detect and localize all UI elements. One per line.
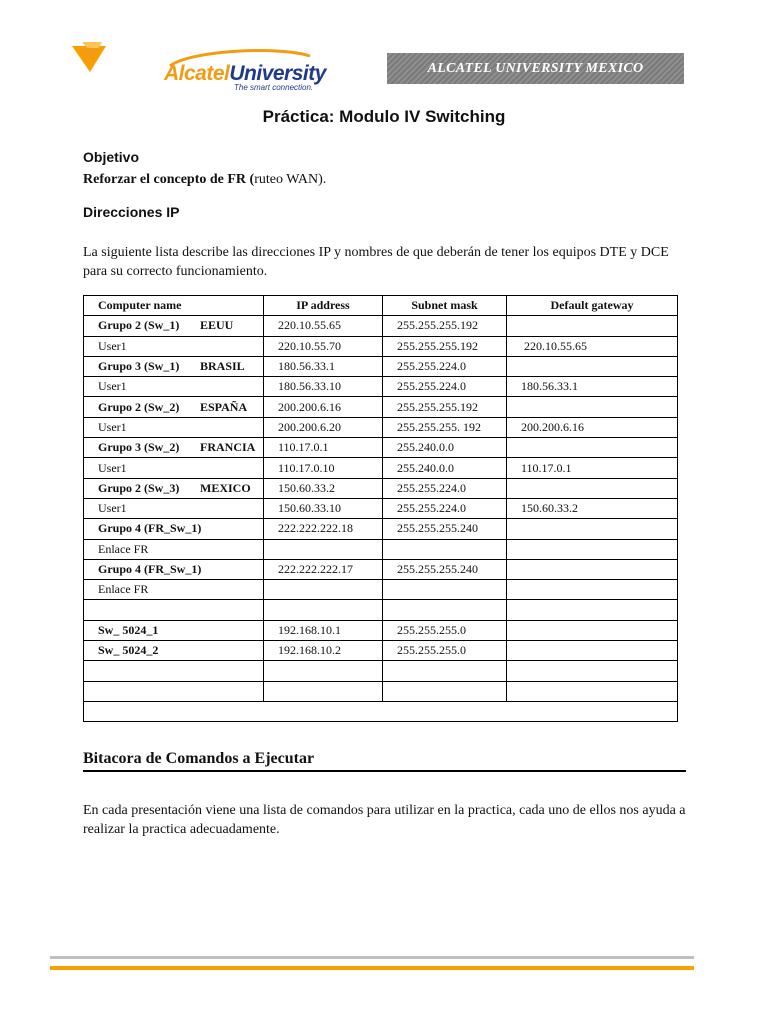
table-row	[84, 519, 678, 539]
cell-ip-address: 220.10.55.70	[264, 336, 383, 356]
cell-ip-address: 180.56.33.1	[264, 356, 383, 376]
table-row	[84, 316, 678, 336]
table-row	[84, 397, 678, 417]
cell-computer-name	[84, 641, 264, 661]
table-row	[84, 641, 678, 661]
cell-subnet-mask	[383, 580, 507, 600]
country-name: EEUU	[200, 318, 234, 333]
group-name: Grupo 2 (Sw_3)	[98, 480, 180, 495]
cell-subnet-mask: 255.255.255.192	[383, 397, 507, 417]
alcatel-university-logo	[160, 48, 340, 96]
cell-default-gateway: 110.17.0.1	[507, 458, 678, 478]
header-computer-name: Computer name	[84, 296, 264, 316]
cell-ip-address: 110.17.0.1	[264, 438, 383, 458]
table-row	[84, 580, 678, 600]
cell-default-gateway	[507, 438, 678, 458]
cell-ip-address: 110.17.0.10	[264, 458, 383, 478]
cell-default-gateway: 180.56.33.1	[507, 377, 678, 397]
country-name: ESPAÑA	[200, 399, 248, 414]
cell-default-gateway	[507, 519, 678, 539]
table-row	[84, 417, 678, 437]
cell-subnet-mask: 255.255.224.0	[383, 377, 507, 397]
logo-tagline: The smart connection.	[234, 83, 314, 92]
header-banner	[387, 53, 684, 84]
cell-subnet-mask: 255.240.0.0	[383, 438, 507, 458]
page-title: Práctica: Modulo IV Switching	[262, 107, 506, 126]
group-name: Grupo 2 (Sw_2)	[98, 399, 180, 414]
cell-computer-name	[84, 478, 264, 498]
direcciones-intro: La siguiente lista describe las direcciones IP y nombres de que deberán de tener los equipos DTE y DCE para su correcto funcionamiento.	[83, 245, 669, 279]
cell-ip-address: 192.168.10.2	[264, 641, 383, 661]
cell-subnet-mask: 255.255.224.0	[383, 478, 507, 498]
cell-ip-address: 192.168.10.1	[264, 620, 383, 640]
cell-default-gateway: 200.200.6.16	[507, 417, 678, 437]
cell-ip-address	[264, 580, 383, 600]
table-row	[84, 498, 678, 518]
cell-ip-address: 220.10.55.65	[264, 316, 383, 336]
table-row	[84, 478, 678, 498]
cell-computer-name	[84, 681, 264, 701]
table-row	[84, 600, 678, 620]
cell-default-gateway	[507, 620, 678, 640]
cell-computer-name: User1	[84, 377, 264, 397]
group-name: Sw_ 5024_2	[98, 643, 159, 658]
cell-computer-name	[84, 559, 264, 579]
table-row	[84, 661, 678, 681]
cell-computer-name	[84, 316, 264, 336]
cell-computer-name	[84, 438, 264, 458]
group-name: Sw_ 5024_1	[98, 622, 159, 637]
cell-default-gateway	[507, 681, 678, 701]
table-row	[84, 356, 678, 376]
group-name: Grupo 3 (Sw_2)	[98, 440, 180, 455]
footer-rule-orange	[50, 966, 694, 970]
group-name: Grupo 4 (FR_Sw_1)	[98, 562, 202, 576]
cell-ip-address: 180.56.33.10	[264, 377, 383, 397]
cell-subnet-mask: 255.255.255.192	[383, 316, 507, 336]
cell-default-gateway: 220.10.55.65	[507, 336, 678, 356]
cell-computer-name: User1	[84, 417, 264, 437]
alcatel-arrow-icon	[72, 42, 106, 74]
country-name: BRASIL	[200, 359, 245, 374]
cell-default-gateway	[507, 600, 678, 620]
table-header-row	[84, 296, 678, 316]
cell-default-gateway	[507, 356, 678, 376]
country-name: FRANCIA	[200, 440, 256, 455]
cell-subnet-mask: 255.255.255. 192	[383, 417, 507, 437]
cell-computer-name	[84, 661, 264, 681]
cell-computer-name	[84, 600, 264, 620]
header-ip-address: IP address	[264, 296, 383, 316]
cell-default-gateway	[507, 539, 678, 559]
cell-computer-name	[84, 397, 264, 417]
cell-subnet-mask	[383, 661, 507, 681]
cell-default-gateway	[507, 316, 678, 336]
cell-computer-name: Enlace FR	[84, 539, 264, 559]
table-row	[84, 377, 678, 397]
cell-subnet-mask	[383, 600, 507, 620]
banner-text: ALCATEL UNIVERSITY MEXICO	[427, 60, 644, 76]
objetivo-heading: Objetivo	[83, 149, 140, 165]
cell-ip-address: 150.60.33.10	[264, 498, 383, 518]
direcciones-heading: Direcciones IP	[83, 204, 180, 220]
table-row	[84, 336, 678, 356]
logo-wordmark: AlcatelUniversity	[164, 62, 326, 85]
cell-subnet-mask	[383, 539, 507, 559]
ip-address-table	[83, 295, 678, 722]
cell-ip-address: 222.222.222.18	[264, 519, 383, 539]
cell-subnet-mask: 255.255.224.0	[383, 498, 507, 518]
table-row	[84, 438, 678, 458]
cell-ip-address: 150.60.33.2	[264, 478, 383, 498]
table-row	[84, 701, 678, 721]
cell-computer-name: User1	[84, 336, 264, 356]
cell-default-gateway	[507, 580, 678, 600]
cell-subnet-mask: 255.255.224.0	[383, 356, 507, 376]
objetivo-text: Reforzar el concepto de FR (ruteo WAN).	[83, 172, 327, 187]
table-row	[84, 681, 678, 701]
empty-cell	[84, 701, 678, 721]
cell-ip-address: 200.200.6.20	[264, 417, 383, 437]
cell-ip-address	[264, 600, 383, 620]
cell-ip-address	[264, 539, 383, 559]
cell-computer-name: Enlace FR	[84, 580, 264, 600]
cell-subnet-mask: 255.255.255.0	[383, 641, 507, 661]
table-row	[84, 620, 678, 640]
cell-subnet-mask	[383, 681, 507, 701]
cell-computer-name: User1	[84, 458, 264, 478]
table-row	[84, 559, 678, 579]
cell-subnet-mask: 255.255.255.240	[383, 519, 507, 539]
header-subnet-mask: Subnet mask	[383, 296, 507, 316]
bitacora-text: En cada presentación viene una lista de comandos para utilizar en la practica, cada uno de ellos nos ayuda a realizar la practica adecuadamente.	[83, 803, 686, 837]
cell-subnet-mask: 255.255.255.192	[383, 336, 507, 356]
table-row	[84, 539, 678, 559]
cell-default-gateway	[507, 478, 678, 498]
cell-subnet-mask: 255.255.255.0	[383, 620, 507, 640]
group-name: Grupo 4 (FR_Sw_1)	[98, 521, 202, 536]
cell-subnet-mask: 255.255.255.240	[383, 559, 507, 579]
cell-ip-address	[264, 681, 383, 701]
cell-computer-name: User1	[84, 498, 264, 518]
cell-default-gateway	[507, 559, 678, 579]
cell-computer-name	[84, 620, 264, 640]
footer-rule-gray	[50, 956, 694, 959]
cell-default-gateway: 150.60.33.2	[507, 498, 678, 518]
cell-ip-address	[264, 661, 383, 681]
table-row	[84, 458, 678, 478]
cell-ip-address: 222.222.222.17	[264, 559, 383, 579]
bitacora-heading: Bitacora de Comandos a Ejecutar	[83, 750, 686, 772]
cell-computer-name	[84, 519, 264, 539]
country-name: MEXICO	[200, 480, 251, 495]
cell-default-gateway	[507, 661, 678, 681]
cell-ip-address: 200.200.6.16	[264, 397, 383, 417]
cell-default-gateway	[507, 397, 678, 417]
cell-subnet-mask: 255.240.0.0	[383, 458, 507, 478]
group-name: Grupo 3 (Sw_1)	[98, 359, 180, 374]
group-name: Grupo 2 (Sw_1)	[98, 318, 180, 333]
header-default-gateway: Default gateway	[507, 296, 678, 316]
cell-default-gateway	[507, 641, 678, 661]
cell-computer-name	[84, 356, 264, 376]
